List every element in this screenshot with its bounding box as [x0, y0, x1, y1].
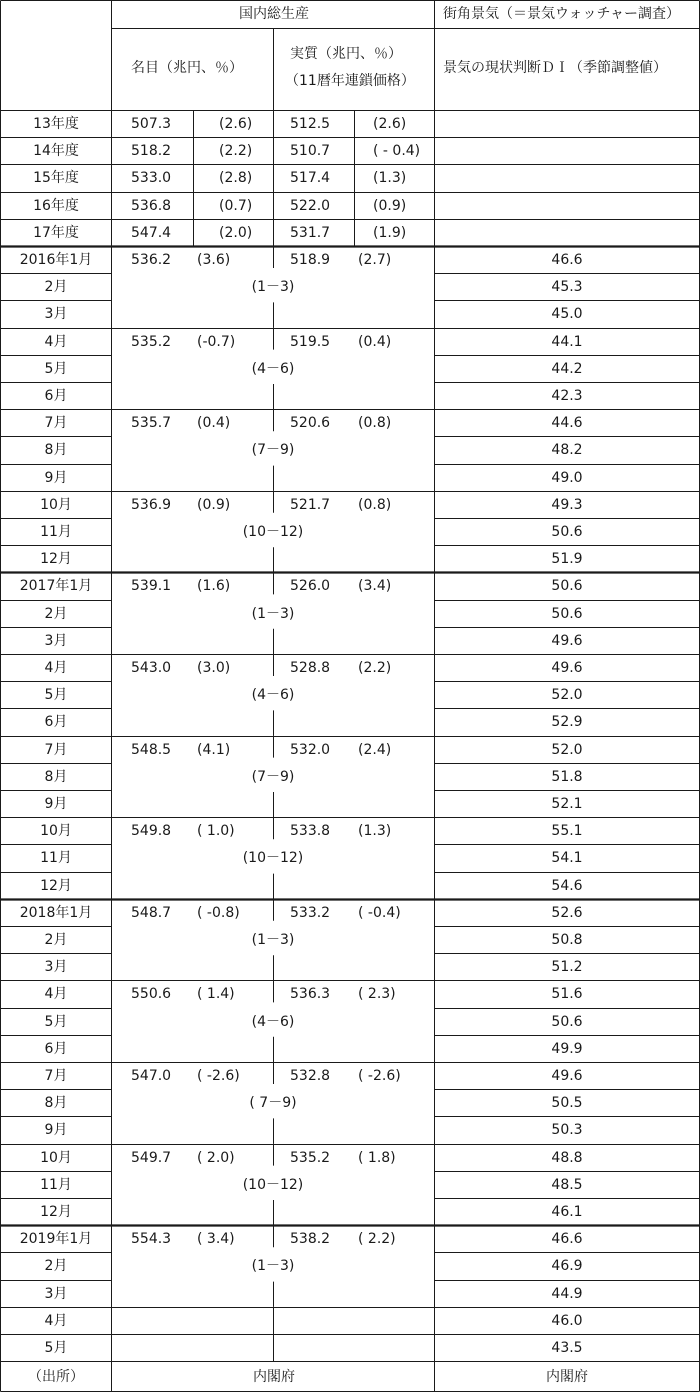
month-label: 2016年1月	[19, 252, 93, 268]
quarter-nominal-value: 535.7	[131, 415, 172, 432]
month-label: 10月	[40, 496, 72, 513]
quarter-real-growth: (3.4)	[358, 578, 392, 595]
quarter-nominal-growth: (-0.7)	[197, 333, 236, 350]
month-label: 3月	[44, 959, 68, 976]
fiscal-real-growth: (2.6)	[373, 116, 407, 132]
month-label: 5月	[44, 687, 68, 704]
month-label: 6月	[44, 714, 68, 731]
di-value: 46.9	[551, 1258, 583, 1275]
di-value: 42.3	[551, 388, 583, 404]
quarter-nominal-growth: (4.1)	[197, 741, 231, 758]
month-label: 3月	[44, 632, 68, 649]
source-label: （出所）	[28, 1369, 84, 1385]
quarter-real-value: 538.2	[290, 1231, 331, 1248]
fiscal-real-value: 517.4	[290, 170, 331, 187]
di-value: 52.0	[551, 741, 583, 758]
month-label: 2月	[44, 1258, 68, 1275]
di-value: 50.5	[551, 1095, 583, 1112]
fiscal-nominal-growth: (0.7)	[219, 197, 253, 214]
month-label: 4月	[44, 986, 68, 1003]
fiscal-year-label: 14年度	[33, 143, 79, 160]
quarter-nominal-growth: ( 3.4)	[197, 1231, 235, 1248]
quarter-real-growth: (1.3)	[358, 823, 392, 840]
quarter-nominal-growth: (3.0)	[197, 660, 231, 676]
di-value: 51.2	[551, 959, 583, 976]
street-economy-header: 街角景気（＝景気ウォッチャー調査）	[443, 6, 681, 22]
month-label: 4月	[44, 333, 68, 350]
fiscal-year-label: 15年度	[33, 170, 79, 187]
fiscal-nominal-growth: (2.8)	[219, 170, 253, 187]
fiscal-nominal-growth: (2.2)	[219, 143, 253, 160]
quarter-real-growth: ( -2.6)	[358, 1068, 401, 1084]
month-label: 2月	[44, 932, 68, 948]
di-value: 44.2	[551, 360, 583, 377]
quarter-nominal-growth: (3.6)	[197, 252, 231, 268]
fiscal-year-label: 13年度	[33, 116, 79, 132]
quarter-real-value: 521.7	[290, 496, 331, 513]
di-value: 46.1	[551, 1204, 583, 1220]
fiscal-nominal-value: 533.0	[131, 170, 172, 187]
di-value: 46.0	[551, 1312, 583, 1329]
quarter-real-value: 535.2	[290, 1149, 331, 1166]
quarter-real-growth: (2.4)	[358, 741, 392, 758]
fiscal-real-growth: ( - 0.4)	[373, 143, 421, 160]
month-label: 8月	[44, 768, 68, 785]
quarter-real-growth: (2.7)	[358, 252, 392, 268]
di-value: 51.6	[551, 986, 583, 1003]
di-value: 50.8	[551, 932, 583, 948]
quarter-period-label: (1－3)	[251, 932, 295, 948]
fiscal-nominal-growth: (2.0)	[219, 224, 253, 241]
month-label: 2019年1月	[19, 1231, 93, 1248]
month-label: 11月	[40, 1176, 72, 1193]
di-value: 50.6	[551, 605, 583, 622]
month-label: 11月	[40, 524, 72, 540]
quarter-nominal-growth: ( 1.4)	[197, 986, 235, 1003]
quarter-nominal-growth: (0.9)	[197, 496, 231, 513]
quarter-nominal-value: 543.0	[131, 660, 172, 676]
quarter-real-growth: (0.4)	[358, 333, 392, 350]
di-value: 50.3	[551, 1122, 583, 1139]
month-label: 8月	[44, 442, 68, 459]
quarter-nominal-value: 535.2	[131, 333, 172, 350]
quarter-real-growth: (2.2)	[358, 660, 392, 676]
di-value: 50.6	[551, 1013, 583, 1030]
quarter-real-growth: (0.8)	[358, 415, 392, 432]
quarter-nominal-growth: ( -0.8)	[197, 904, 240, 921]
di-value: 45.0	[551, 306, 583, 323]
fiscal-real-value: 531.7	[290, 224, 331, 241]
quarter-real-value: 533.2	[290, 904, 331, 921]
di-value: 46.6	[551, 252, 583, 268]
quarter-nominal-value: 550.6	[131, 986, 172, 1003]
month-label: 4月	[44, 660, 68, 676]
quarter-nominal-value: 548.7	[131, 904, 172, 921]
quarter-period-label: (10－12)	[242, 524, 304, 540]
month-label: 3月	[44, 1285, 68, 1302]
quarter-nominal-growth: (0.4)	[197, 415, 231, 432]
quarter-real-growth: ( 2.3)	[358, 986, 396, 1003]
di-value: 51.9	[551, 551, 583, 568]
di-value: 43.5	[551, 1340, 583, 1356]
di-value: 50.6	[551, 578, 583, 595]
quarter-real-value: 532.0	[290, 741, 331, 758]
fiscal-nominal-value: 536.8	[131, 197, 172, 214]
quarter-nominal-value: 548.5	[131, 741, 172, 758]
di-value: 46.6	[551, 1231, 583, 1248]
month-label: 12月	[40, 1204, 72, 1220]
quarter-period-label: (1－3)	[251, 1258, 295, 1275]
di-value: 49.6	[551, 660, 583, 676]
fiscal-nominal-value: 507.3	[131, 116, 172, 132]
month-label: 9月	[44, 469, 68, 486]
quarter-nominal-value: 547.0	[131, 1068, 172, 1084]
month-label: 5月	[44, 1340, 68, 1356]
real-header: 実質（兆円、％）	[290, 46, 402, 62]
di-value: 48.8	[551, 1149, 583, 1166]
quarter-period-label: (4－6)	[251, 360, 295, 377]
quarter-real-value: 528.8	[290, 660, 331, 676]
di-source: 内閣府	[546, 1369, 588, 1385]
fiscal-real-value: 510.7	[290, 143, 331, 160]
quarter-nominal-value: 549.7	[131, 1149, 172, 1166]
di-value: 49.6	[551, 632, 583, 649]
month-label: 10月	[40, 1149, 72, 1166]
quarter-period-label: (1－3)	[251, 279, 295, 296]
month-label: 7月	[44, 415, 68, 432]
quarter-nominal-growth: ( -2.6)	[197, 1068, 240, 1084]
quarter-real-value: 519.5	[290, 333, 331, 350]
gdp-source: 内閣府	[253, 1369, 295, 1385]
month-label: 9月	[44, 796, 68, 812]
fiscal-year-label: 17年度	[33, 224, 79, 241]
quarter-nominal-value: 549.8	[131, 823, 172, 840]
month-label: 3月	[44, 306, 68, 323]
di-value: 44.9	[551, 1285, 583, 1302]
di-value: 50.6	[551, 524, 583, 540]
di-value: 51.8	[551, 768, 583, 785]
quarter-real-growth: ( 2.2)	[358, 1231, 396, 1248]
di-value: 45.3	[551, 279, 583, 296]
month-label: 2018年1月	[19, 904, 93, 921]
month-label: 5月	[44, 360, 68, 377]
di-value: 48.5	[551, 1176, 583, 1193]
fiscal-nominal-growth: (2.6)	[219, 116, 253, 132]
quarter-real-growth: ( -0.4)	[358, 904, 401, 921]
quarter-real-value: 536.3	[290, 986, 331, 1003]
month-label: 10月	[40, 823, 72, 840]
fiscal-real-value: 522.0	[290, 197, 331, 214]
di-header: 景気の現状判断ＤＩ（季節調整値）	[443, 60, 667, 76]
fiscal-real-value: 512.5	[290, 116, 331, 132]
month-label: 8月	[44, 1095, 68, 1112]
fiscal-real-growth: (0.9)	[373, 197, 407, 214]
quarter-period-label: ( 7－9)	[249, 1095, 297, 1112]
quarter-period-label: (10－12)	[242, 850, 304, 867]
di-value: 55.1	[551, 823, 583, 840]
month-label: 6月	[44, 388, 68, 404]
di-value: 44.1	[551, 333, 583, 350]
fiscal-real-growth: (1.9)	[373, 224, 407, 241]
di-value: 54.1	[551, 850, 583, 867]
di-value: 54.6	[551, 877, 583, 894]
month-label: 2017年1月	[19, 578, 93, 595]
di-value: 52.9	[551, 714, 583, 731]
month-label: 2月	[44, 605, 68, 622]
quarter-nominal-value: 536.9	[131, 496, 172, 513]
quarter-nominal-value: 536.2	[131, 252, 172, 268]
quarter-real-growth: (0.8)	[358, 496, 392, 513]
quarter-period-label: (4－6)	[251, 687, 295, 704]
real-header-chain-note: （11暦年連鎖価格）	[285, 73, 415, 89]
quarter-period-label: (1－3)	[251, 605, 295, 622]
di-value: 49.0	[551, 469, 583, 486]
di-value: 49.6	[551, 1068, 583, 1084]
quarter-period-label: (4－6)	[251, 1013, 295, 1030]
quarter-real-value: 518.9	[290, 252, 331, 268]
di-value: 52.1	[551, 796, 583, 812]
fiscal-real-growth: (1.3)	[373, 170, 407, 187]
month-label: 2月	[44, 279, 68, 296]
nominal-header: 名目（兆円、％）	[131, 60, 243, 76]
di-value: 48.2	[551, 442, 583, 459]
di-value: 49.9	[551, 1040, 583, 1057]
quarter-nominal-growth: (1.6)	[197, 578, 231, 595]
month-label: 5月	[44, 1013, 68, 1030]
month-label: 12月	[40, 551, 72, 568]
month-label: 6月	[44, 1040, 68, 1057]
fiscal-year-label: 16年度	[33, 197, 79, 214]
di-value: 52.6	[551, 904, 583, 921]
month-label: 11月	[40, 850, 72, 867]
quarter-real-value: 533.8	[290, 823, 331, 840]
quarter-period-label: (7－9)	[251, 768, 295, 785]
month-label: 9月	[44, 1122, 68, 1139]
quarter-nominal-growth: ( 2.0)	[197, 1149, 235, 1166]
quarter-real-value: 532.8	[290, 1068, 331, 1084]
month-label: 12月	[40, 877, 72, 894]
quarter-real-growth: ( 1.8)	[358, 1149, 396, 1166]
di-value: 49.3	[551, 496, 583, 513]
quarter-period-label: (10－12)	[242, 1176, 304, 1193]
quarter-nominal-value: 554.3	[131, 1231, 172, 1248]
quarter-real-value: 526.0	[290, 578, 331, 595]
month-label: 7月	[44, 1068, 68, 1084]
quarter-period-label: (7－9)	[251, 442, 295, 459]
quarter-nominal-value: 539.1	[131, 578, 172, 595]
di-value: 52.0	[551, 687, 583, 704]
month-label: 7月	[44, 741, 68, 758]
quarter-nominal-growth: ( 1.0)	[197, 823, 235, 840]
quarter-real-value: 520.6	[290, 415, 331, 432]
month-label: 4月	[44, 1312, 68, 1329]
fiscal-nominal-value: 518.2	[131, 143, 172, 160]
fiscal-nominal-value: 547.4	[131, 224, 172, 241]
di-value: 44.6	[551, 415, 583, 432]
gdp-header: 国内総生産	[239, 6, 309, 22]
